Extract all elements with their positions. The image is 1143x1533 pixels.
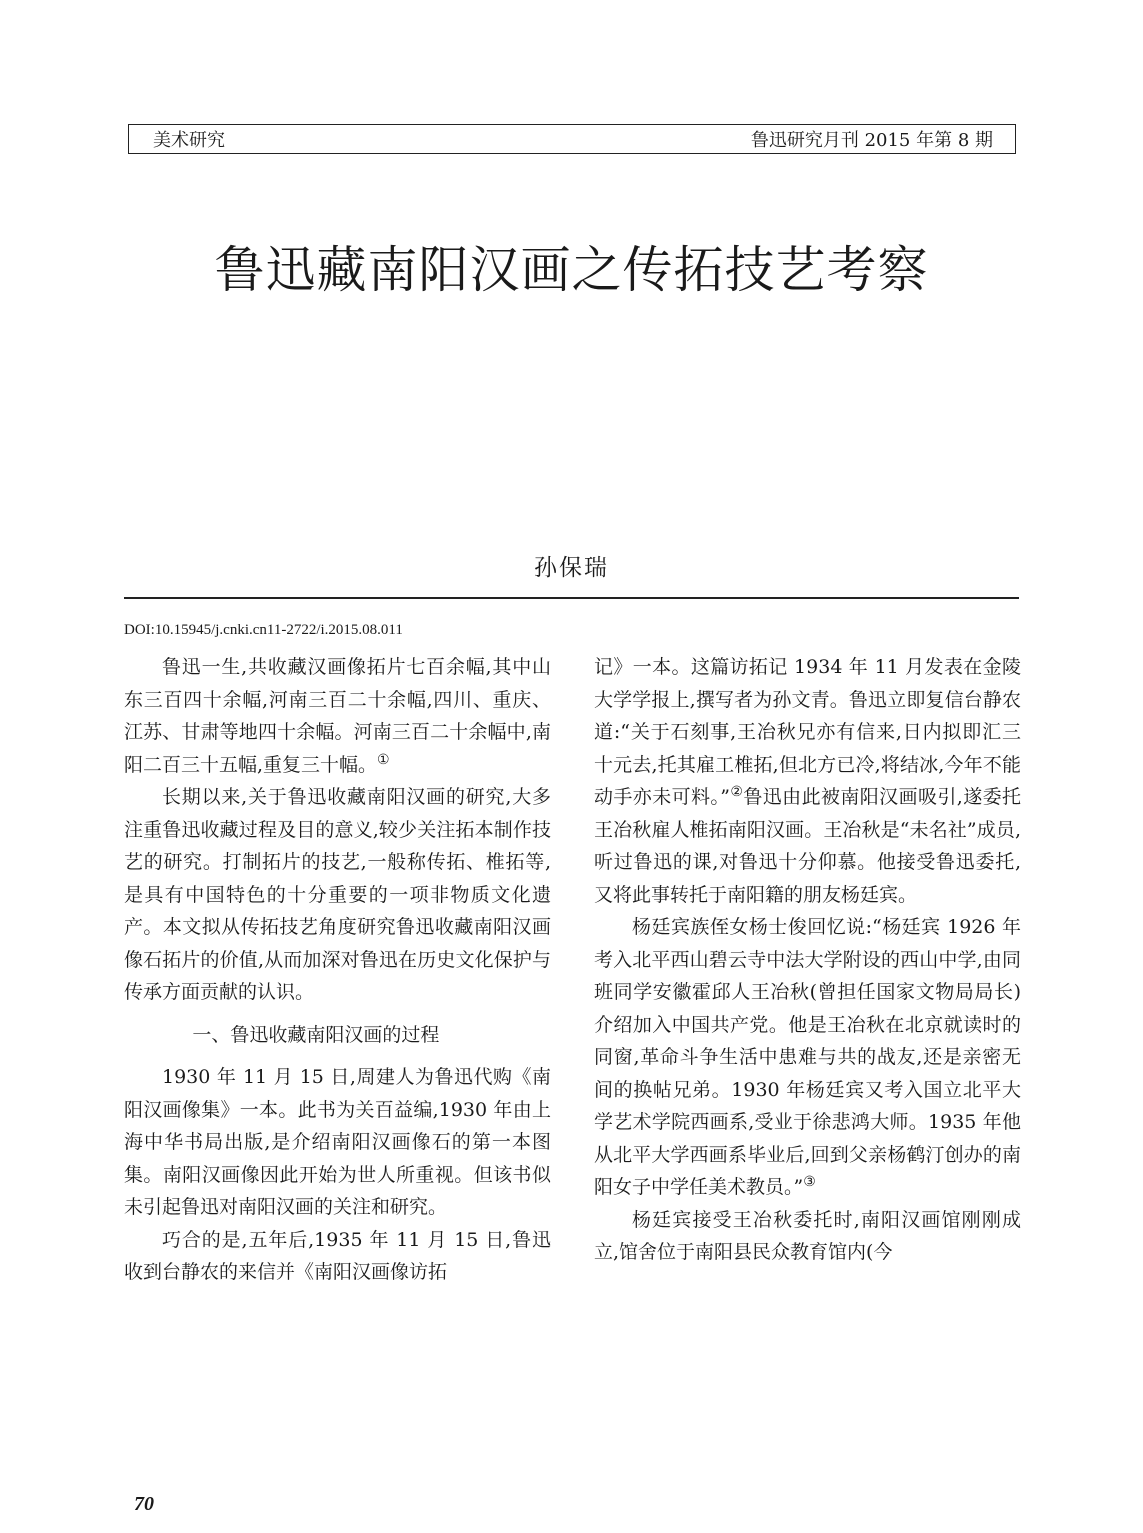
paragraph-text: 鲁迅一生,共收藏汉画像拓片七百余幅,其中山东三百四十余幅,河南三百二十余幅,四川、重庆、江苏、甘肃等地四十余幅。河南三百二十余幅中,南阳二百三十五幅,重复三十幅。 xyxy=(124,656,551,776)
page-number: 70 xyxy=(134,1493,154,1515)
divider-rule xyxy=(124,597,1019,599)
body-paragraph: 巧合的是,五年后,1935 年 11 月 15 日,鲁迅收到台静农的来信并《南阳汉画像访拓 xyxy=(124,1228,551,1283)
paragraph-text: 记》一本。这篇访拓记 1934 年 11 月发表在金陵大学学报上,撰写者为孙文青。鲁迅立即复信台静农道:“关于石刻事,王冶秋兄亦有信来,日内拟即汇三十元去,托其雇工椎拓,但北方已冷,将结冰,今年不能动手亦未可料。” xyxy=(594,656,1021,808)
footnote-ref[interactable]: ③ xyxy=(803,1174,816,1190)
article-title: 鲁迅藏南阳汉画之传拓技艺考察 xyxy=(214,240,929,299)
left-column xyxy=(124,651,551,1289)
author-name: 孙保瑞 xyxy=(534,555,609,581)
doi-line: DOI:10.15945/j.cnki.cn11-2722/i.2015.08.011 xyxy=(124,622,403,638)
body-paragraph: 1930 年 11 月 15 日,周建人为鲁迅代购《南阳汉画像集》一本。此书为关百益编,1930 年由上海中华书局出版,是介绍南阳汉画像石的第一本图集。南阳汉画像因此开始为世人所重视。但该书似未引起鲁迅对南阳汉画的关注和研究。 xyxy=(124,1066,551,1218)
body-paragraph: 长期以来,关于鲁迅收藏南阳汉画的研究,大多注重鲁迅收藏过程及目的意义,较少关注拓本制作技艺的研究。打制拓片的技艺,一般称传拓、椎拓等,是具有中国特色的十分重要的一项非物质文化遗产。本文拟从传拓技艺角度研究鲁迅收藏南阳汉画像石拓片的价值,从而加深对鲁迅在历史文化保护与传承方面贡献的认识。 xyxy=(124,786,551,1003)
running-header xyxy=(128,124,1016,154)
journal-issue: 鲁迅研究月刊 2015 年第 8 期 xyxy=(750,130,993,151)
body-paragraph xyxy=(124,651,551,781)
footnote-ref[interactable]: ① xyxy=(377,751,390,768)
paragraph-text: 鲁迅由此被南阳汉画吸引,遂委托王冶秋雇人椎拓南阳汉画。王冶秋是“未名社”成员,听过鲁迅的课,对鲁迅十分仰慕。他接受鲁迅委托,又将此事转托于南阳籍的朋友杨廷宾。 xyxy=(594,786,1021,906)
footnote-ref[interactable]: ② xyxy=(730,784,744,800)
section-heading: 一、鲁迅收藏南阳汉画的过程 xyxy=(192,1023,440,1046)
body-paragraph xyxy=(594,911,1021,1204)
section-label: 美术研究 xyxy=(153,130,225,151)
body-paragraph: 杨廷宾接受王冶秋委托时,南阳汉画馆刚刚成立,馆舍位于南阳县民众教育馆内(今 xyxy=(594,1208,1021,1263)
body-paragraph xyxy=(594,651,1021,911)
paragraph-text: 杨廷宾族侄女杨士俊回忆说:“杨廷宾 1926 年考入北平西山碧云寺中法大学附设的西山中学,由同班同学安徽霍邱人王冶秋(曾担任国家文物局局长)介绍加入中国共产党。他是王冶秋在北京就读时的同窗,革命斗争生活中患难与共的战友,还是亲密无间的换帖兄弟。1930 年杨廷宾又考入国立北平大学艺术学院西画系,受业于徐悲鸿大师。1935 年他从北平大学西画系毕业后,回到父亲杨鹤汀创办的南阳女子中学任美术教员。” xyxy=(594,916,1021,1198)
right-column xyxy=(594,651,1021,1269)
